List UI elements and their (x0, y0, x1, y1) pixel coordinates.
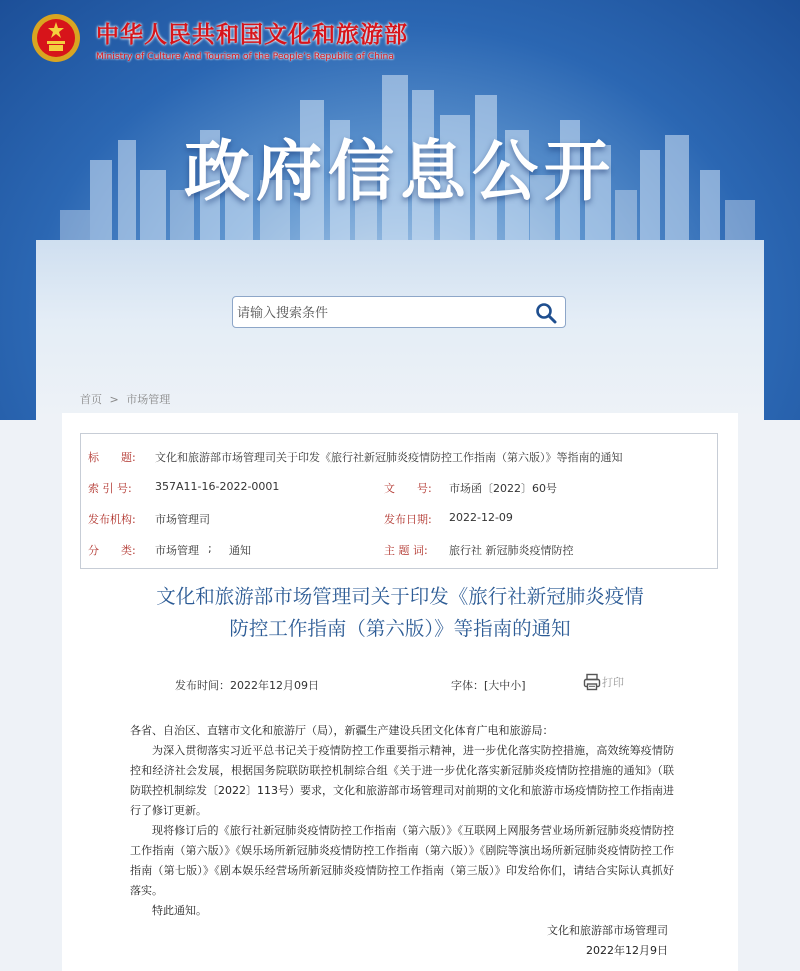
breadcrumb-separator-icon: > (109, 393, 119, 406)
font-size-switcher[interactable]: 字体：[大中小] (451, 679, 526, 692)
document-title (62, 581, 738, 645)
breadcrumb-home-link[interactable]: 首页 (80, 393, 102, 406)
breadcrumb-current-link[interactable]: 市场管理 (126, 393, 171, 406)
category-separator: ; (208, 542, 212, 555)
category-label: 分 类: (88, 544, 136, 557)
document-title-line: 防控工作指南（第六版）》等指南的通知 (229, 617, 571, 640)
title-value: 文化和旅游部市场管理司关于印发《旅行社新冠肺炎疫情防控工作指南（第六版）》等指南的通知 (155, 451, 623, 464)
document-number-value: 市场函〔2022〕60号 (449, 482, 557, 495)
salutation-paragraph: 各省、自治区、直辖市文化和旅游厅（局），新疆生产建设兵团文化体育广电和旅游局： (130, 724, 554, 737)
closing-paragraph: 特此通知。 (152, 904, 207, 917)
signature-block (547, 921, 668, 961)
search-bar (232, 296, 566, 328)
document-info-table (80, 433, 718, 569)
print-button[interactable] (583, 673, 624, 691)
title-label: 标 题: (88, 451, 136, 464)
publish-time: 发布时间：2022年12月09日 (175, 679, 319, 692)
ministry-name-english: Ministry of Culture And Tourism of the People’s Republic of China (96, 51, 394, 62)
printer-icon (583, 673, 601, 691)
document-number-label: 文 号: (384, 482, 432, 495)
ministry-name-chinese: 中华人民共和国文化和旅游部 (96, 22, 408, 48)
document-meta-bar (62, 675, 738, 695)
index-number-label: 索 引 号: (88, 482, 132, 495)
print-label: 打印 (602, 676, 624, 689)
signature-organization: 文化和旅游部市场管理司 (547, 924, 668, 937)
breadcrumb (80, 391, 170, 407)
publisher-value: 市场管理司 (155, 513, 210, 526)
category-value-secondary: 通知 (229, 544, 251, 557)
keywords-value: 旅行社 新冠肺炎疫情防控 (449, 544, 574, 557)
publish-date-label: 发布日期: (384, 513, 432, 526)
keywords-label: 主 题 词: (384, 544, 428, 557)
body-paragraph: 现将修订后的《旅行社新冠肺炎疫情防控工作指南（第六版）》《互联网上网服务营业场所新冠肺炎疫情防控工作指南（第六版）》《娱乐场所新冠肺炎疫情防控工作指南（第六版）》《剧院等演出场所新冠肺炎疫情防控工作指南（第七版）》《剧本娱乐经营场所新冠肺炎疫情防控工作指南（第三版）》印发给你们，请结合实际认真抓好落实。 (130, 824, 674, 897)
signature-date: 2022年12月9日 (586, 944, 668, 957)
document-title-line: 文化和旅游部市场管理司关于印发《旅行社新冠肺炎疫情 (156, 585, 644, 608)
article-panel (62, 413, 738, 971)
publish-date-value: 2022-12-09 (449, 511, 513, 524)
page-hero-title: 政府信息公开 (184, 133, 616, 210)
document-body (130, 721, 674, 921)
publisher-label: 发布机构: (88, 513, 136, 526)
search-input[interactable] (235, 299, 529, 327)
search-icon[interactable] (535, 302, 557, 324)
national-emblem-icon (30, 12, 82, 64)
category-value-primary: 市场管理 (155, 544, 199, 557)
body-paragraph: 为深入贯彻落实习近平总书记关于疫情防控工作重要指示精神，进一步优化落实防控措施，高效统筹疫情防控和经济社会发展，根据国务院联防联控机制综合组《关于进一步优化落实新冠肺炎疫情防控措施的通知》（联防联控机制综发〔2022〕113号）要求，文化和旅游部市场管理司对前期的文化和旅游市场疫情防控工作指南进行了修订更新。 (130, 744, 674, 817)
index-number-value: 357A11-16-2022-0001 (155, 480, 280, 493)
